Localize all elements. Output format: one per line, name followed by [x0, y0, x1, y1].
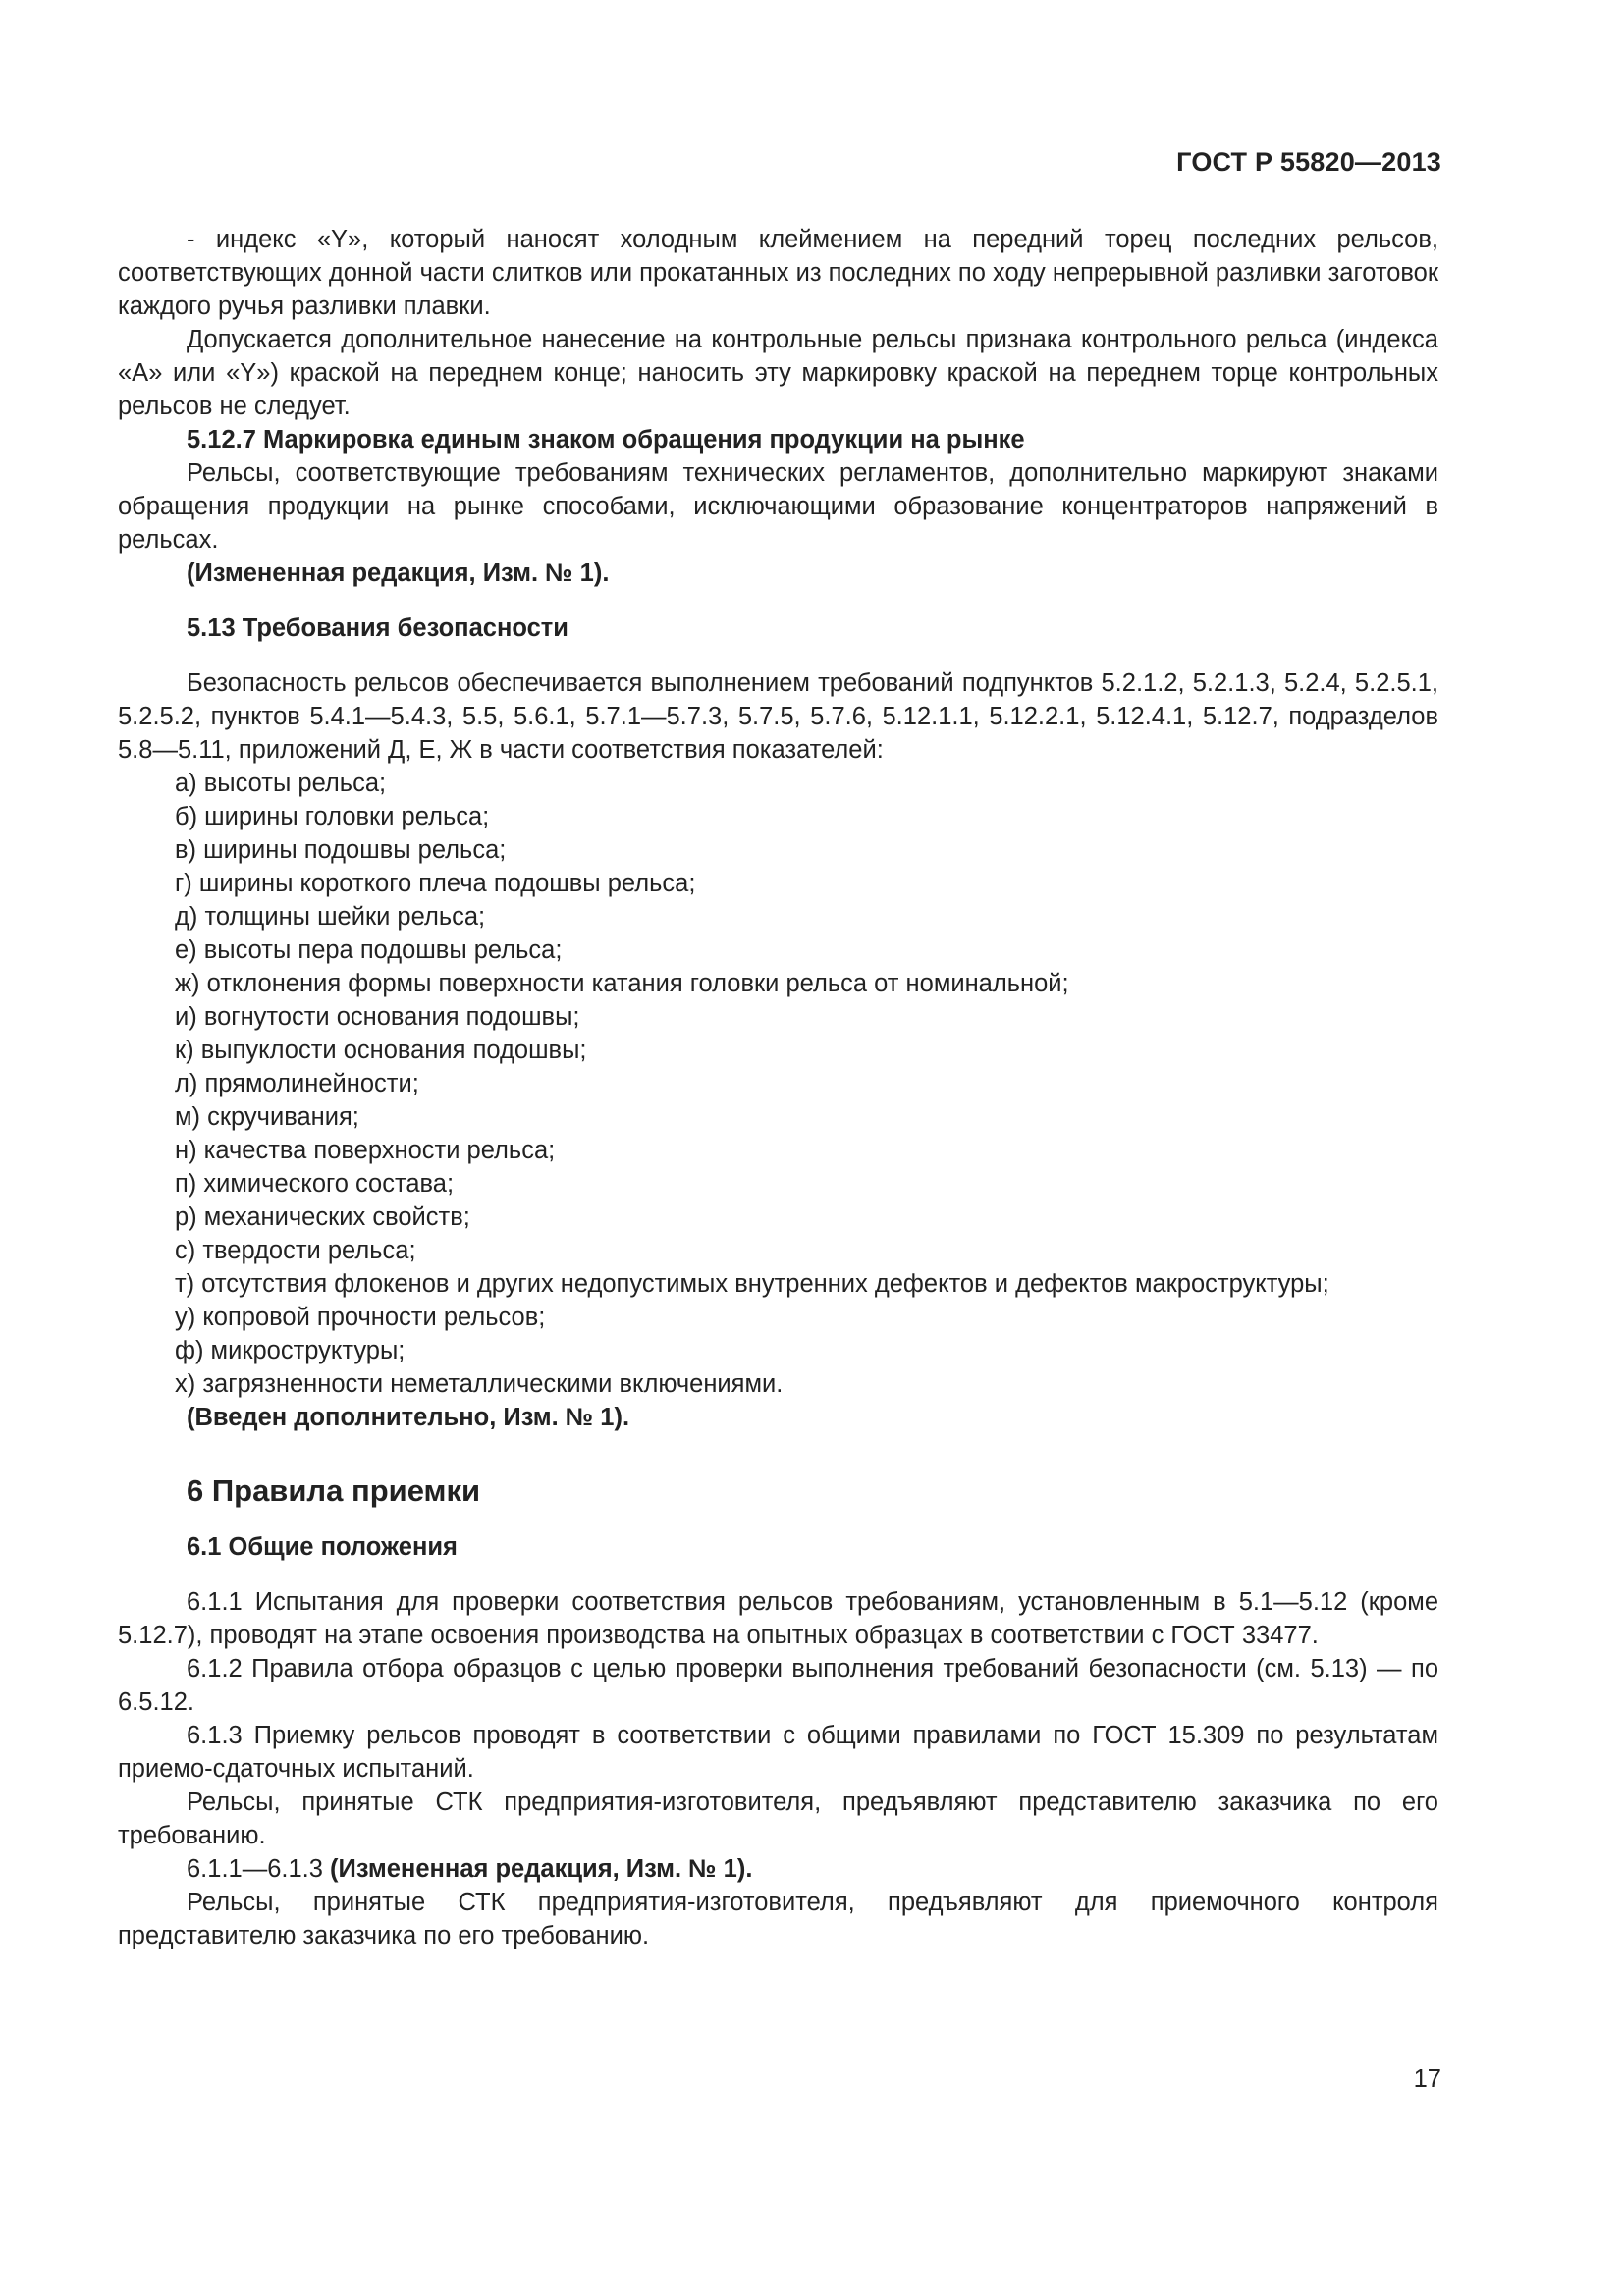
list-item: п) химического состава; — [175, 1170, 455, 1198]
list-item: н) качества поверхности рельса; — [175, 1137, 556, 1164]
list-item: д) толщины шейки рельса; — [175, 903, 486, 931]
list-item: м) скручивания; — [175, 1103, 359, 1131]
paragraph-presentation: Рельсы, принятые СТК предприятия-изготовителя, предъявляют представителю заказчика по его требованию. — [118, 1789, 1438, 1849]
list-item: и) вогнутости основания подошвы; — [175, 1003, 580, 1031]
list-item: ф) микроструктуры; — [175, 1337, 406, 1364]
amendment-note-3-text: (Измененная редакция, Изм. № 1). — [330, 1855, 753, 1883]
section-6-title: 6 Правила приемки — [187, 1473, 481, 1508]
heading-5-13: 5.13 Требования безопасности — [187, 614, 568, 642]
page-number: 17 — [1413, 2065, 1441, 2093]
list-item: в) ширины подошвы рельса; — [175, 836, 507, 864]
paragraph-6-1-2: 6.1.2 Правила отбора образцов с целью проверки выполнения требований безопасности (см. 5.13) — по 6.5.12. — [118, 1655, 1438, 1716]
list-item: к) выпуклости основания подошвы; — [175, 1037, 587, 1064]
paragraph-safety-requirements: Безопасность рельсов обеспечивается выполнением требований подпунктов 5.2.1.2, 5.2.1.3, 5.2.4, 5.2.5.1, 5.2.5.2, пунктов 5.4.1—5.4.3, 5.5, 5.6.1, 5.7.1—5.7.3, 5.7.5, 5.7.6, 5.12.1.1, 5.12.2.1, 5.12.4.1, 5.12.7, подразделов 5.8—5.11, приложений Д, Е, Ж в части соответствия показателей: — [118, 669, 1438, 764]
amendment-note-1: (Измененная редакция, Изм. № 1). — [187, 560, 610, 587]
heading-5-12-7: 5.12.7 Маркировка единым знаком обращения продукции на рынке — [187, 426, 1025, 454]
list-item: л) прямолинейности; — [175, 1070, 419, 1097]
amendment-note-2: (Введен дополнительно, Изм. № 1). — [187, 1404, 630, 1431]
list-item: е) высоты пера подошвы рельса; — [175, 936, 563, 964]
paragraph-index-y: - индекс «Y», который наносят холодным клеймением на передний торец последних рельсов, соответствующих донной части слитков или прокатанных из последних по ходу непрерывной разливки заготовок каждого ручья разливки плавки. — [118, 226, 1438, 320]
amendment-note-3 — [118, 1852, 1438, 1886]
list-item: у) копровой прочности рельсов; — [175, 1304, 546, 1331]
paragraph-6-1-1: 6.1.1 Испытания для проверки соответствия рельсов требованиям, установленным в 5.1—5.12 (кроме 5.12.7), проводят на этапе освоения производства на опытных образцах в соответствии с ГОСТ 33477. — [118, 1588, 1438, 1649]
standard-id-header: ГОСТ Р 55820—2013 — [1176, 147, 1441, 177]
list-item: ж) отклонения формы поверхности катания головки рельса от номинальной; — [175, 970, 1069, 997]
safety-indicators-list — [118, 767, 1438, 1401]
list-item: а) высоты рельса; — [175, 770, 387, 797]
paragraph-acceptance-control: Рельсы, принятые СТК предприятия-изготовителя, предъявляют для приемочного контроля представителю заказчика по его требованию. — [118, 1889, 1438, 1949]
list-item: р) механических свойств; — [175, 1203, 470, 1231]
list-item: х) загрязненности неметаллическими включениями. — [175, 1370, 784, 1398]
list-item: г) ширины короткого плеча подошвы рельса; — [175, 870, 696, 897]
paragraph-control-rail-marking: Допускается дополнительное нанесение на контрольные рельсы признака контрольного рельса (индекса «А» или «Y») краской на переднем конце; наносить эту маркировку краской на переднем торце контрольных рельсов не следует. — [118, 326, 1438, 420]
page-content — [118, 223, 1438, 1952]
list-item: б) ширины головки рельса; — [175, 803, 490, 830]
list-item: т) отсутствия флокенов и других недопустимых внутренних дефектов и дефектов макроструктуры; — [175, 1270, 1329, 1298]
amendment-note-3-prefix: 6.1.1—6.1.3 — [187, 1855, 323, 1883]
heading-6-1: 6.1 Общие положения — [187, 1533, 458, 1561]
paragraph-market-marking: Рельсы, соответствующие требованиям технических регламентов, дополнительно маркируют знаками обращения продукции на рынке способами, исключающими образование концентраторов напряжений в рельсах. — [118, 459, 1438, 554]
paragraph-6-1-3: 6.1.3 Приемку рельсов проводят в соответствии с общими правилами по ГОСТ 15.309 по результатам приемо-сдаточных испытаний. — [118, 1722, 1438, 1783]
list-item: с) твердости рельса; — [175, 1237, 416, 1264]
